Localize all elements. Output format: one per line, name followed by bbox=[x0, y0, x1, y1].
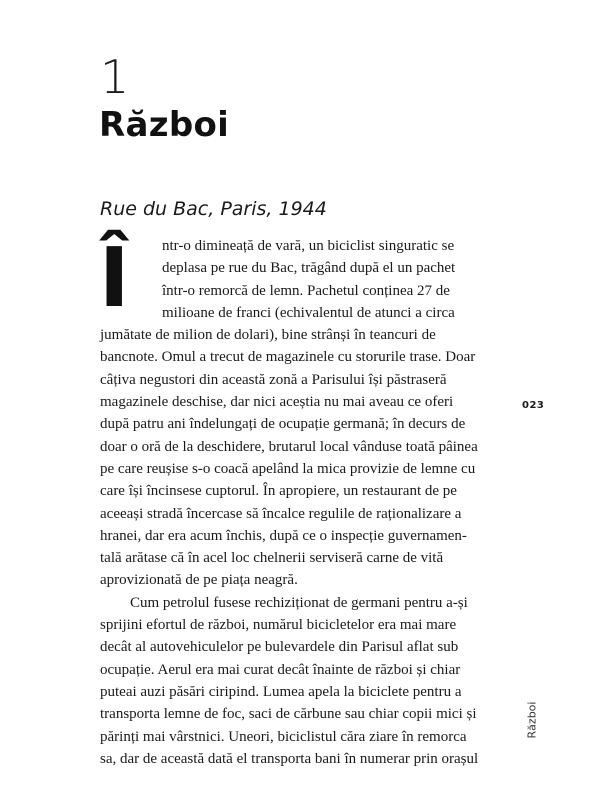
text-line: magazinele deschise, dar nici aceștia nu mai aveau ce oferi bbox=[100, 394, 454, 411]
text-line: doar o oră de la deschidere, brutarul local vânduse toată pâinea bbox=[100, 438, 478, 455]
body-text bbox=[99, 231, 512, 770]
text-line: câțiva negustori din această zonă a Parisului își păstraseră bbox=[100, 371, 447, 388]
text-line: sprijini efortul de război, numărul bicicletelor era mai mare bbox=[100, 617, 457, 634]
text-line: hranei, dar era acum închis, după ce o inspecție guvernamen- bbox=[100, 527, 467, 544]
text-line: într-o remorcă de lemn. Pachetul conținea 27 de bbox=[162, 282, 450, 299]
text-line: deplasa pe rue du Bac, trăgând după el un pachet bbox=[162, 260, 456, 277]
text-line: puteai auzi păsări ciripind. Lumea apela la biciclete pentru a bbox=[100, 683, 462, 700]
section-heading: Rue du Bac, Paris, 1944 bbox=[100, 198, 327, 220]
text-line: sa, dar de această dată el transporta bani în numerar prin orașul bbox=[100, 750, 479, 767]
text-line: ntr-o dimineață de vară, un biciclist singuratic se bbox=[162, 238, 455, 254]
text-line: ocupație. Aerul era mai curat decât înainte de război și chiar bbox=[100, 661, 461, 678]
text-line: care își încinsese cuptorul. În apropiere, un restaurant de pe bbox=[100, 483, 457, 500]
text-line: părinți mai vârstnici. Uneori, biciclistul căra ziare în remorca bbox=[100, 728, 467, 745]
text-line: jumătate de milion de dolari), bine strânși în teancuri de bbox=[100, 327, 436, 344]
text-line: după patru ani îndelungați de ocupație germană; în decurs de bbox=[100, 416, 466, 433]
text-line: Cum petrolul fusese rechiziționat de germani pentru a-și bbox=[130, 594, 468, 611]
text-line: transporta lemne de foc, saci de cărbune sau chiar copii mici și bbox=[100, 706, 477, 723]
chapter-number: 1 bbox=[100, 50, 130, 104]
text-line: aceeași stradă încercase să încalce regulile de raționalizare a bbox=[100, 505, 462, 522]
text-line: pe care reușise s-o coacă apelând la mica provizie de lemne cu bbox=[100, 460, 476, 477]
running-head: Război bbox=[525, 701, 539, 739]
chapter-title: Război bbox=[99, 105, 230, 145]
drop-cap: Î bbox=[99, 231, 130, 326]
page-number: 023 bbox=[522, 400, 545, 411]
text-line: bancnote. Omul a trecut de magazinele cu storurile trase. Doar bbox=[100, 349, 476, 366]
text-line: aprovizionată de pe piața neagră. bbox=[100, 572, 298, 589]
text-line: milioane de franci (echivalentul de atunci a circa bbox=[162, 304, 455, 321]
text-line: tală arătase că în acel loc chelnerii serviseră carne de vită bbox=[100, 550, 444, 567]
text-line: decât al autovehiculelor pe bulevardele din Parisul aflat sub bbox=[100, 639, 459, 656]
